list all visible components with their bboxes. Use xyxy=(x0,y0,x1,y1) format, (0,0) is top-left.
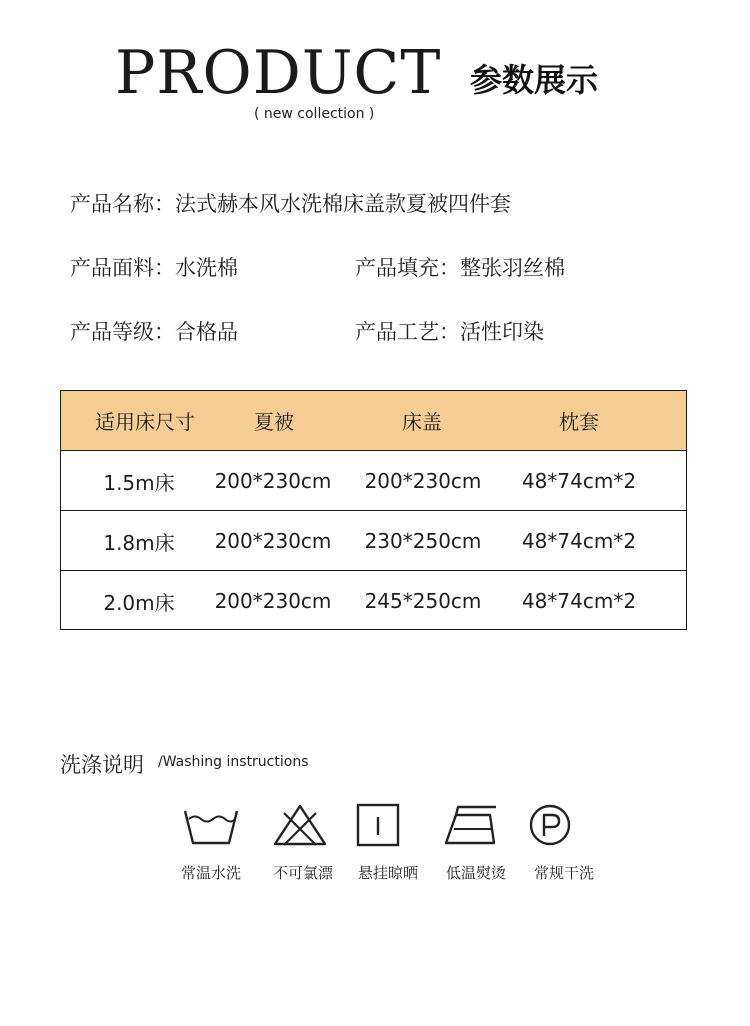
wash-label: 常温水洗 xyxy=(181,864,242,882)
wash-label: 低温熨烫 xyxy=(446,864,507,882)
wash-label: 常规干洗 xyxy=(534,864,595,882)
table-cell: 2.0m床 xyxy=(103,590,175,615)
table-cell: 200*230cm xyxy=(364,469,482,493)
table-header-cell: 适用床尺寸 xyxy=(95,410,195,434)
table-cell: 48*74cm*2 xyxy=(521,529,637,553)
spec-name: 产品名称：法式赫本风水洗棉床盖款夏被四件套 xyxy=(70,192,511,216)
spec-fabric: 产品面料：水洗棉 xyxy=(70,256,238,280)
table-row xyxy=(61,450,686,511)
table-cell: 200*230cm xyxy=(214,469,332,493)
table-cell: 200*230cm xyxy=(214,529,332,553)
spec-craft: 产品工艺：活性印染 xyxy=(355,320,544,344)
wash-label: 不可氯漂 xyxy=(273,864,334,882)
spec-filling: 产品填充：整张羽丝棉 xyxy=(355,256,565,280)
table-header-row xyxy=(61,391,686,450)
table-cell: 200*230cm xyxy=(214,589,332,613)
no-bleach-icon xyxy=(272,803,328,851)
washing-subtitle: /Washing instructions xyxy=(158,754,309,770)
page-tagline: ( new collection ) xyxy=(254,106,375,122)
table-cell: 245*250cm xyxy=(364,589,482,613)
washing-title: 洗涤说明 xyxy=(60,753,144,777)
table-cell: 48*74cm*2 xyxy=(521,469,637,493)
table-cell: 48*74cm*2 xyxy=(521,589,637,613)
table-cell: 1.8m床 xyxy=(103,530,175,555)
table-row xyxy=(61,570,686,631)
page-subtitle: 参数展示 xyxy=(470,61,599,99)
dry-clean-p-icon xyxy=(528,803,574,853)
table-row xyxy=(61,510,686,571)
table-cell: 230*250cm xyxy=(364,529,482,553)
line-dry-icon xyxy=(356,803,402,851)
iron-low-icon xyxy=(444,803,500,851)
table-header-cell: 夏被 xyxy=(254,410,294,434)
page-title: PRODUCT xyxy=(115,38,442,108)
wash-tub-icon xyxy=(183,803,239,851)
wash-label: 悬挂晾晒 xyxy=(358,864,419,882)
spec-grade: 产品等级：合格品 xyxy=(70,320,238,344)
size-table xyxy=(60,390,687,630)
table-header-cell: 枕套 xyxy=(559,410,599,434)
table-cell: 1.5m床 xyxy=(103,470,175,495)
table-header-cell: 床盖 xyxy=(402,410,442,434)
